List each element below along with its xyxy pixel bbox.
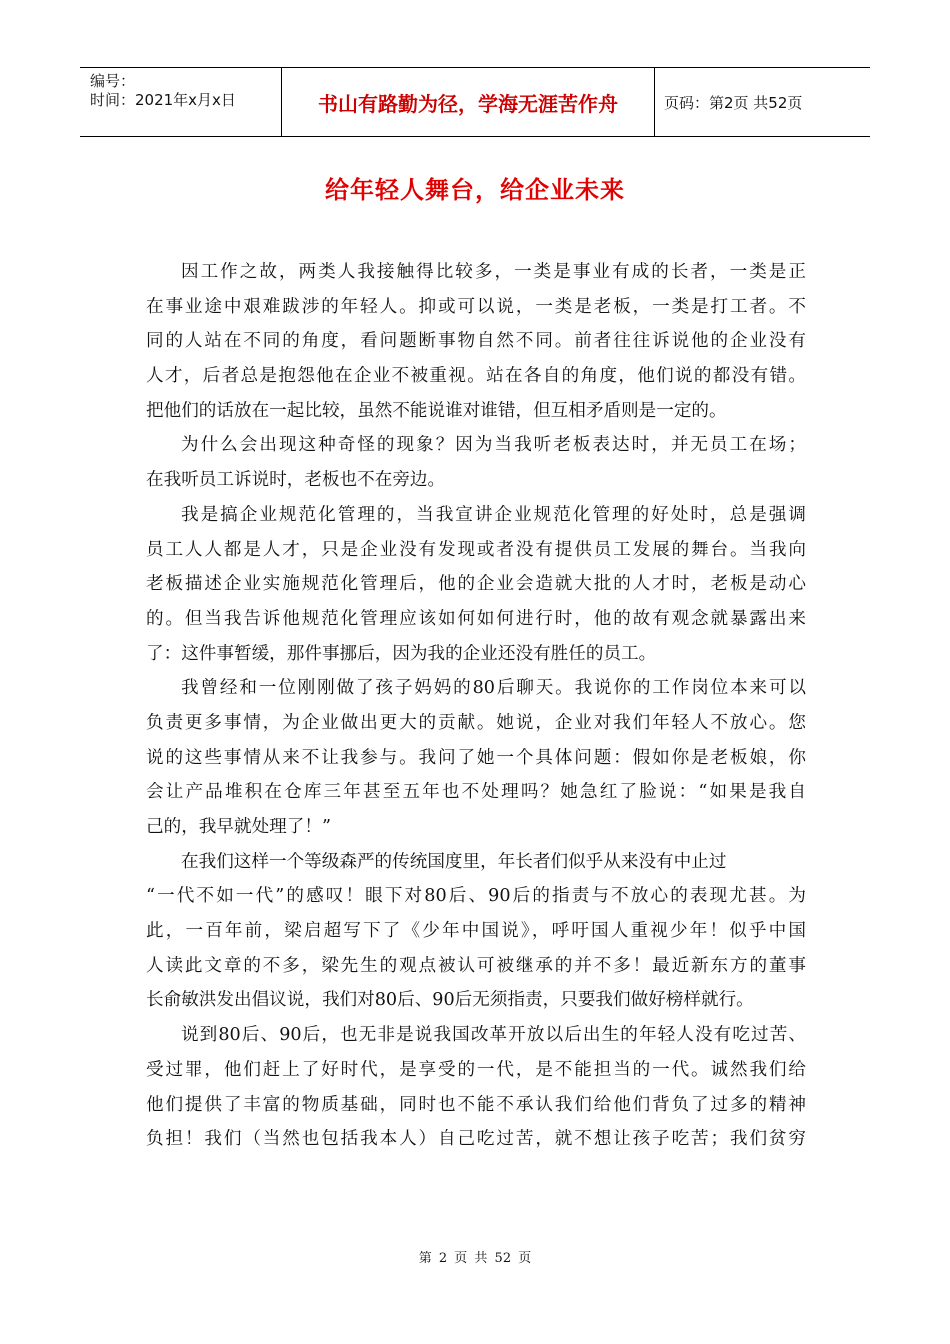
header-page-info: 页码：第2页 共52页 <box>664 93 803 112</box>
text-line: 长俞敏洪发出倡议说，我们对80后、90后无须指责，只要我们做好榜样就行。 <box>146 990 754 1011</box>
text-line: 会让产品堆积在仓库三年甚至五年也不处理吗？她急红了脸说：“如果是我自 <box>146 782 806 803</box>
text-line: 此，一百年前，梁启超写下了《少年中国说》，呼吁国人重视少年！似乎中国 <box>146 921 806 942</box>
text-line: 了：这件事暂缓，那件事挪后，因为我的企业还没有胜任的员工。 <box>146 643 657 664</box>
text-line: 负担！我们（当然也包括我本人）自己吃过苦，就不想让孩子吃苦；我们贫穷 <box>146 1129 806 1150</box>
text-line: 我曾经和一位刚刚做了孩子妈妈的80后聊天。我说你的工作岗位本来可以 <box>181 678 807 699</box>
text-line: 把他们的话放在一起比较，虽然不能说谁对谁错，但互相矛盾则是一定的。 <box>146 400 727 421</box>
text-line: 在事业途中艰难跋涉的年轻人。抑或可以说，一类是老板，一类是打工者。不 <box>146 296 806 317</box>
page-footer: 第 2 页 共 52 页 <box>418 1251 532 1266</box>
text-line: 员工人人都是人才，只是企业没有发现或者没有提供员工发展的舞台。当我向 <box>146 539 806 560</box>
text-line: 为什么会出现这种奇怪的现象？因为当我听老板表达时，并无员工在场； <box>181 435 806 456</box>
text-line: 同的人站在不同的角度，看问题断事物自然不同。前者往往诉说他的企业没有 <box>146 331 806 352</box>
text-line: 在我听员工诉说时，老板也不在旁边。 <box>146 470 446 491</box>
text-line: 因工作之故，两类人我接触得比较多，一类是事业有成的长者，一类是正 <box>181 262 806 282</box>
text-line: 说的这些事情从来不让我参与。我问了她一个具体问题：假如你是老板娘，你 <box>146 747 806 768</box>
serial-number-label: 编号： <box>90 72 136 90</box>
text-line: 我是搞企业规范化管理的，当我宣讲企业规范化管理的好处时，总是强调 <box>181 504 806 525</box>
document-title: 给年轻人舞台，给企业未来 <box>325 176 625 204</box>
text-line: “一代不如一代”的感叹！眼下对80后、90后的指责与不放心的表现尤甚。为 <box>146 886 806 907</box>
text-line: 己的，我早就处理了！” <box>146 817 331 837</box>
text-line: 老板描述企业实施规范化管理后，他的企业会造就大批的人才时，老板是动心 <box>146 574 806 595</box>
text-line: 负责更多事情，为企业做出更大的贡献。她说，企业对我们年轻人不放心。您 <box>146 712 806 733</box>
text-line: 说到80后、90后，也无非是说我国改革开放以后出生的年轻人没有吃过苦、 <box>181 1025 806 1046</box>
date-label: 时间：2021年x月x日 <box>90 91 236 109</box>
document-header <box>80 67 870 137</box>
text-line: 人读此文章的不多，梁先生的观点被认可被继承的并不多！最近新东方的董事 <box>146 955 806 976</box>
text-line: 他们提供了丰富的物质基础，同时也不能不承认我们给他们背负了过多的精神 <box>146 1094 806 1115</box>
header-motto: 书山有路勤为径，学海无涯苦作舟 <box>318 91 618 116</box>
text-line: 人才，后者总是抱怨他在企业不被重视。站在各自的角度，他们说的都没有错。 <box>146 366 806 387</box>
header-motto-cell <box>281 68 655 136</box>
text-line: 受过罪，他们赶上了好时代，是享受的一代，是不能担当的一代。诚然我们给 <box>146 1059 806 1080</box>
header-page-cell <box>655 68 870 136</box>
text-line: 的。但当我告诉他规范化管理应该如何如何进行时，他的故有观念就暴露出来 <box>146 608 806 629</box>
document-body <box>146 255 806 1157</box>
text-line: 在我们这样一个等级森严的传统国度里，年长者们似乎从来没有中止过 <box>181 851 727 872</box>
header-meta <box>80 68 281 136</box>
